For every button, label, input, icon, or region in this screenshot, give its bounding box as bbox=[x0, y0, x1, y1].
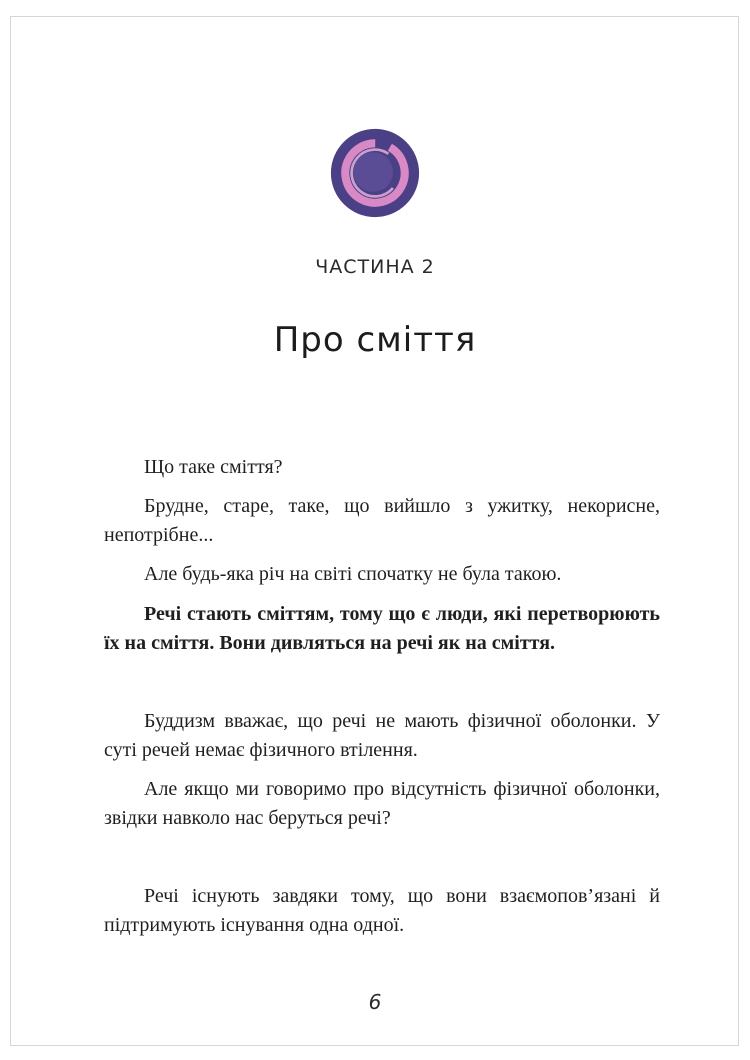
paragraph-bold: Речі стають сміттям, тому що є люди, які перетворюють їх на сміття. Вони дивляться на речі як на сміття. bbox=[104, 603, 660, 654]
paragraph: Буддизм вважає, що речі не мають фізичної оболонки. У суті речей немає фізичного втілення. bbox=[104, 710, 660, 761]
paragraph: Брудне, старе, таке, що вийшло з ужитку, некорисне, непотрібне... bbox=[104, 495, 660, 546]
paragraph: Що таке сміття? bbox=[144, 456, 283, 478]
enso-circle-icon bbox=[330, 128, 420, 218]
paragraph: Речі існують завдяки тому, що вони взаємопов’язані й підтримують існування одна одної. bbox=[104, 885, 660, 936]
chapter-title: Про сміття bbox=[273, 320, 477, 360]
paragraph: Але якщо ми говоримо про відсутність фізичної оболонки, звідки навколо нас беруться речі? bbox=[104, 778, 660, 829]
paragraph: Але будь-яка річ на світі спочатку не була такою. bbox=[144, 563, 562, 585]
page-number: 6 bbox=[368, 990, 382, 1014]
part-label: ЧАСТИНА 2 bbox=[315, 256, 435, 278]
